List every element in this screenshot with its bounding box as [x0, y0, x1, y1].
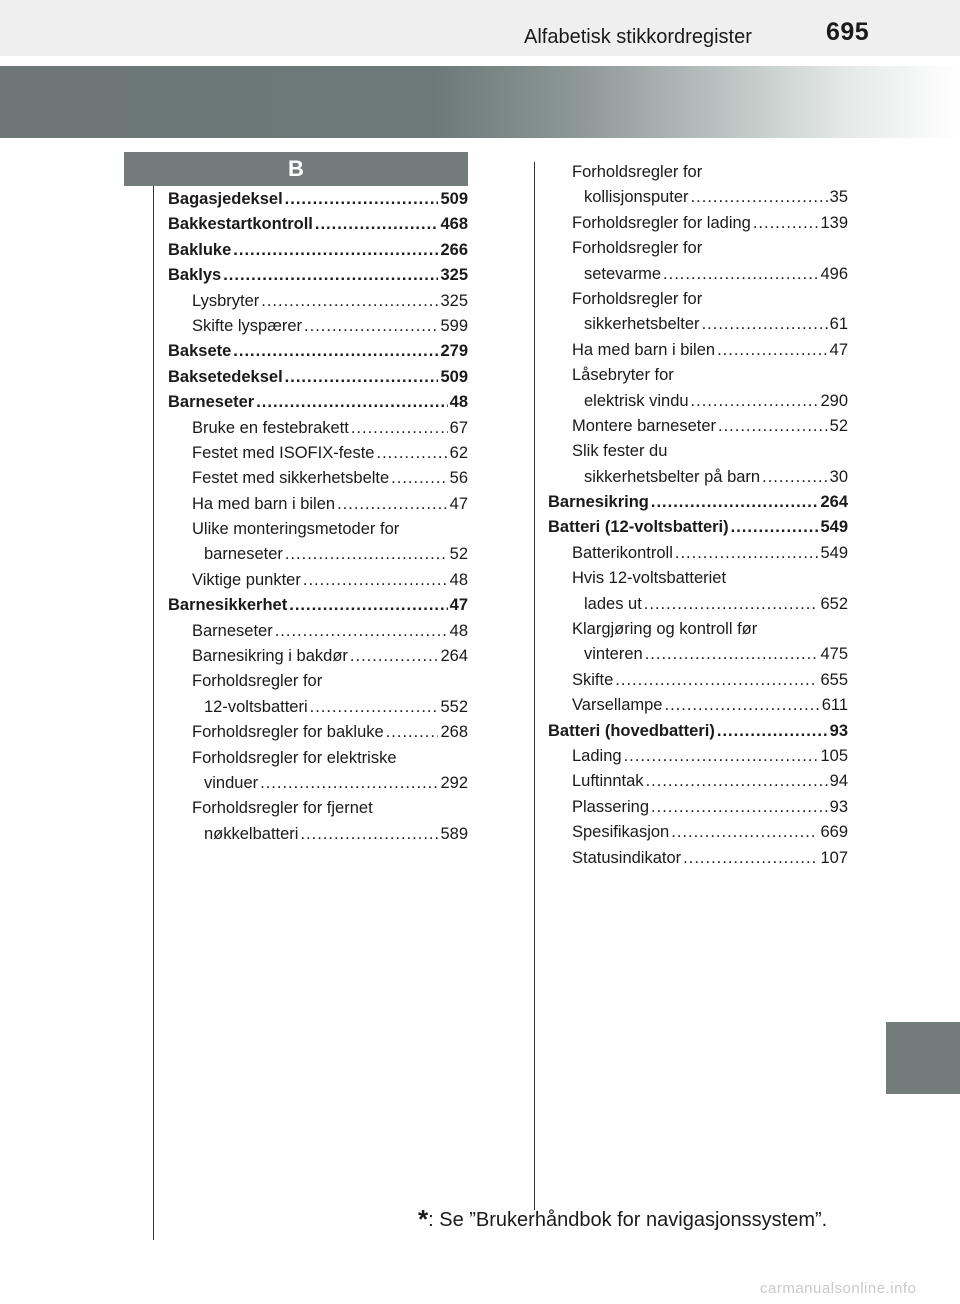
index-entry — [168, 212, 468, 237]
index-subentry-label: Låsebryter for — [572, 366, 674, 385]
index-page-number: 475 — [820, 645, 848, 664]
index-entry — [168, 390, 468, 415]
footnote-text: : Se ”Brukerhåndbok for navigasjonssystem”. — [428, 1209, 828, 1231]
dot-leader — [675, 541, 819, 566]
index-page-number: 468 — [440, 215, 468, 234]
index-entry — [548, 719, 848, 744]
watermark: carmanualsonline.info — [760, 1280, 917, 1297]
index-subentry — [548, 642, 848, 667]
index-subentry — [168, 720, 468, 745]
index-term: 12-voltsbatteri — [204, 697, 308, 716]
index-term: Barneseter — [168, 393, 255, 412]
index-subentry-label: Hvis 12-voltsbatteriet — [572, 569, 727, 588]
index-page-number: 325 — [440, 266, 468, 285]
index-page-number: 509 — [440, 190, 468, 208]
index-entry — [168, 263, 468, 288]
index-term: Batteri (hovedbatteri) — [548, 721, 715, 740]
page-header-strip — [0, 0, 960, 56]
index-page-number: 268 — [440, 723, 468, 742]
index-page-number: 290 — [820, 391, 848, 410]
index-subentry-label: Forholdsregler for elektriske — [192, 748, 397, 767]
dot-leader — [645, 642, 819, 667]
index-term: Skifte lyspærer — [192, 316, 303, 335]
index-entry — [168, 238, 468, 263]
dot-leader — [233, 339, 438, 364]
index-page-number: 30 — [829, 467, 848, 486]
index-term: Luftinntak — [572, 772, 644, 791]
index-page-number: 589 — [440, 824, 468, 843]
index-subentry — [548, 262, 848, 287]
dot-leader — [717, 719, 828, 744]
index-term: Barneseter — [192, 621, 273, 640]
chapter-tab — [886, 1022, 960, 1094]
dot-leader — [615, 668, 818, 693]
index-term: Lysbryter — [192, 291, 260, 310]
index-subentry-label: Klargjøring og kontroll før — [572, 620, 758, 639]
index-term: Ha med barn i bilen — [572, 340, 716, 359]
index-term: Spesifikasjon — [572, 823, 670, 842]
dot-leader — [731, 515, 819, 540]
index-page-number: 47 — [449, 596, 468, 615]
dot-leader — [671, 820, 818, 845]
dot-leader — [753, 211, 819, 236]
dot-leader — [304, 314, 438, 339]
index-subentry-label: Forholdsregler for — [572, 239, 703, 258]
index-term: vinduer — [204, 773, 259, 792]
section-letter-heading: B — [124, 152, 468, 186]
index-subentry — [548, 592, 848, 617]
index-page-number: 52 — [449, 545, 468, 564]
index-subentry — [548, 769, 848, 794]
index-page-number: 93 — [829, 797, 848, 816]
index-subentry — [548, 693, 848, 718]
index-page-number: 611 — [821, 696, 848, 715]
dot-leader — [303, 568, 448, 593]
index-term: vinteren — [584, 645, 643, 664]
index-page-number: 549 — [820, 543, 848, 562]
index-page-number: 48 — [449, 570, 468, 589]
index-subentry — [548, 312, 848, 337]
dot-leader — [310, 695, 439, 720]
index-term: Skifte — [572, 670, 614, 689]
index-term: Barnesikring — [548, 493, 649, 512]
index-page-number: 52 — [829, 416, 848, 435]
dot-leader — [223, 263, 438, 288]
index-term: sikkerhetsbelter på barn — [584, 467, 761, 486]
index-term: Bakluke — [168, 240, 232, 259]
index-term: Barnesikring i bakdør — [192, 647, 348, 666]
index-subentry — [548, 541, 848, 566]
dot-leader — [651, 490, 819, 515]
index-subentry — [168, 416, 468, 441]
dot-leader — [275, 619, 448, 644]
index-subentry-label: Forholdsregler for — [572, 163, 703, 181]
index-subentry — [548, 846, 848, 871]
index-term: lades ut — [584, 594, 642, 613]
index-subentry — [168, 822, 468, 847]
index-subentry — [168, 644, 468, 669]
index-subentry — [548, 338, 848, 363]
index-page-number: 655 — [820, 670, 848, 689]
dot-leader — [256, 390, 447, 415]
index-term: Ha med barn i bilen — [192, 494, 336, 513]
index-subentry — [168, 695, 468, 720]
index-subentry-label: Forholdsregler for fjernet — [192, 799, 373, 818]
index-subentry — [168, 314, 468, 339]
index-page-number: 93 — [829, 721, 848, 740]
index-page-number: 509 — [440, 367, 468, 386]
dot-leader — [285, 187, 439, 212]
dot-leader — [350, 644, 439, 669]
index-page-number: 552 — [440, 697, 468, 716]
index-page-number: 652 — [820, 594, 848, 613]
dot-leader — [351, 416, 448, 441]
index-subentry-label: Forholdsregler for — [572, 289, 703, 308]
index-term: Batterikontroll — [572, 543, 673, 562]
index-entry — [168, 593, 468, 618]
index-page-number: 139 — [820, 213, 848, 232]
index-subentry — [168, 289, 468, 314]
index-subentry — [168, 771, 468, 796]
dot-leader — [376, 441, 447, 466]
index-term: nøkkelbatteri — [204, 824, 299, 843]
index-term: Lading — [572, 746, 622, 765]
index-entry — [168, 187, 468, 212]
dot-leader — [391, 466, 447, 491]
dot-leader — [644, 592, 819, 617]
index-page-number: 496 — [820, 264, 848, 283]
index-subentry — [548, 820, 848, 845]
index-term: sikkerhetsbelter — [584, 315, 700, 334]
index-term: Batteri (12-voltsbatteri) — [548, 518, 729, 537]
dot-leader — [261, 289, 438, 314]
index-subentry — [548, 389, 848, 414]
dot-leader — [337, 492, 448, 517]
index-subentry — [548, 465, 848, 490]
dot-leader — [762, 465, 828, 490]
index-page-number: 67 — [449, 418, 468, 437]
index-term: Baksetedeksel — [168, 367, 283, 386]
dot-leader — [289, 593, 447, 618]
index-subentry-label: Forholdsregler for — [192, 672, 323, 691]
index-subentry — [548, 414, 848, 439]
index-entry — [548, 515, 848, 540]
left-column-rule — [153, 186, 154, 1240]
index-left-column — [168, 187, 468, 847]
dot-leader — [718, 414, 828, 439]
index-page-number: 61 — [829, 315, 848, 334]
index-entry — [168, 339, 468, 364]
index-subentry — [168, 568, 468, 593]
dot-leader — [664, 693, 819, 718]
index-subentry — [548, 795, 848, 820]
index-entry — [168, 365, 468, 390]
index-subentry — [168, 492, 468, 517]
page-title: Alfabetisk stikkordregister — [524, 26, 752, 48]
index-subentry — [548, 211, 848, 236]
footnote-asterisk: * — [418, 1204, 429, 1234]
index-page-number: 62 — [449, 443, 468, 462]
index-term: Viktige punkter — [192, 570, 301, 589]
index-page-number: 599 — [440, 316, 468, 335]
dot-leader — [233, 238, 438, 263]
index-page-number: 35 — [829, 188, 848, 207]
index-subentry — [548, 668, 848, 693]
dot-leader — [663, 262, 818, 287]
dot-leader — [300, 822, 438, 847]
dot-leader — [646, 769, 828, 794]
index-page-number: 56 — [449, 469, 468, 488]
index-term: Plassering — [572, 797, 650, 816]
index-subentry — [168, 542, 468, 567]
index-page-number: 264 — [820, 493, 848, 512]
dot-leader — [691, 185, 828, 210]
dot-leader — [683, 846, 818, 871]
index-term: Montere barneseter — [572, 416, 716, 435]
index-subentry — [548, 744, 848, 769]
index-term: Forholdsregler for bakluke — [192, 723, 384, 742]
index-page-number: 48 — [449, 621, 468, 640]
index-term: kollisjonsputer — [584, 188, 689, 207]
index-term: Festet med sikkerhetsbelte — [192, 469, 390, 488]
dot-leader — [315, 212, 439, 237]
dot-leader — [624, 744, 819, 769]
index-page-number: 105 — [820, 746, 848, 765]
index-term: setevarme — [584, 264, 662, 283]
index-page-number: 292 — [440, 773, 468, 792]
index-subentry-label: Slik fester du — [572, 442, 668, 461]
index-term: Bakkestartkontroll — [168, 215, 313, 234]
dot-leader — [702, 312, 828, 337]
index-page-number: 47 — [829, 340, 848, 359]
index-term: Bruke en festebrakett — [192, 418, 349, 437]
index-page-number: 279 — [440, 342, 468, 361]
index-term: Barnesikkerhet — [168, 596, 288, 615]
index-term: barneseter — [204, 545, 283, 564]
index-subentry — [168, 466, 468, 491]
index-term: Forholdsregler for lading — [572, 213, 751, 232]
index-entry — [548, 490, 848, 515]
index-page-number: 47 — [449, 494, 468, 513]
index-subentry — [168, 619, 468, 644]
dot-leader — [691, 389, 819, 414]
index-page-number: 325 — [440, 291, 468, 310]
page-number: 695 — [826, 18, 870, 46]
index-subentry-label: Ulike monteringsmetoder for — [192, 520, 400, 539]
index-term: Baklys — [168, 266, 222, 285]
header-gradient-band — [0, 66, 960, 138]
index-term: Bagasjedeksel — [168, 190, 283, 208]
dot-leader — [717, 338, 828, 363]
center-column-rule — [534, 162, 535, 1210]
dot-leader — [386, 720, 439, 745]
index-page-number: 94 — [829, 772, 848, 791]
index-page-number: 266 — [440, 240, 468, 259]
dot-leader — [285, 542, 448, 567]
index-page-number: 107 — [820, 848, 848, 867]
index-term: Festet med ISOFIX-feste — [192, 443, 375, 462]
index-term: Statusindikator — [572, 848, 682, 867]
index-term: Baksete — [168, 342, 232, 361]
index-term: elektrisk vindu — [584, 391, 689, 410]
index-page-number: 669 — [820, 823, 848, 842]
index-page-number: 48 — [449, 393, 468, 412]
footnote — [418, 1204, 827, 1235]
index-subentry — [168, 441, 468, 466]
dot-leader — [260, 771, 438, 796]
index-subentry — [548, 185, 848, 210]
index-term: Varsellampe — [572, 696, 663, 715]
dot-leader — [285, 365, 439, 390]
index-right-column — [548, 160, 848, 871]
index-page-number: 264 — [440, 647, 468, 666]
index-page-number: 549 — [820, 518, 848, 537]
dot-leader — [651, 795, 828, 820]
